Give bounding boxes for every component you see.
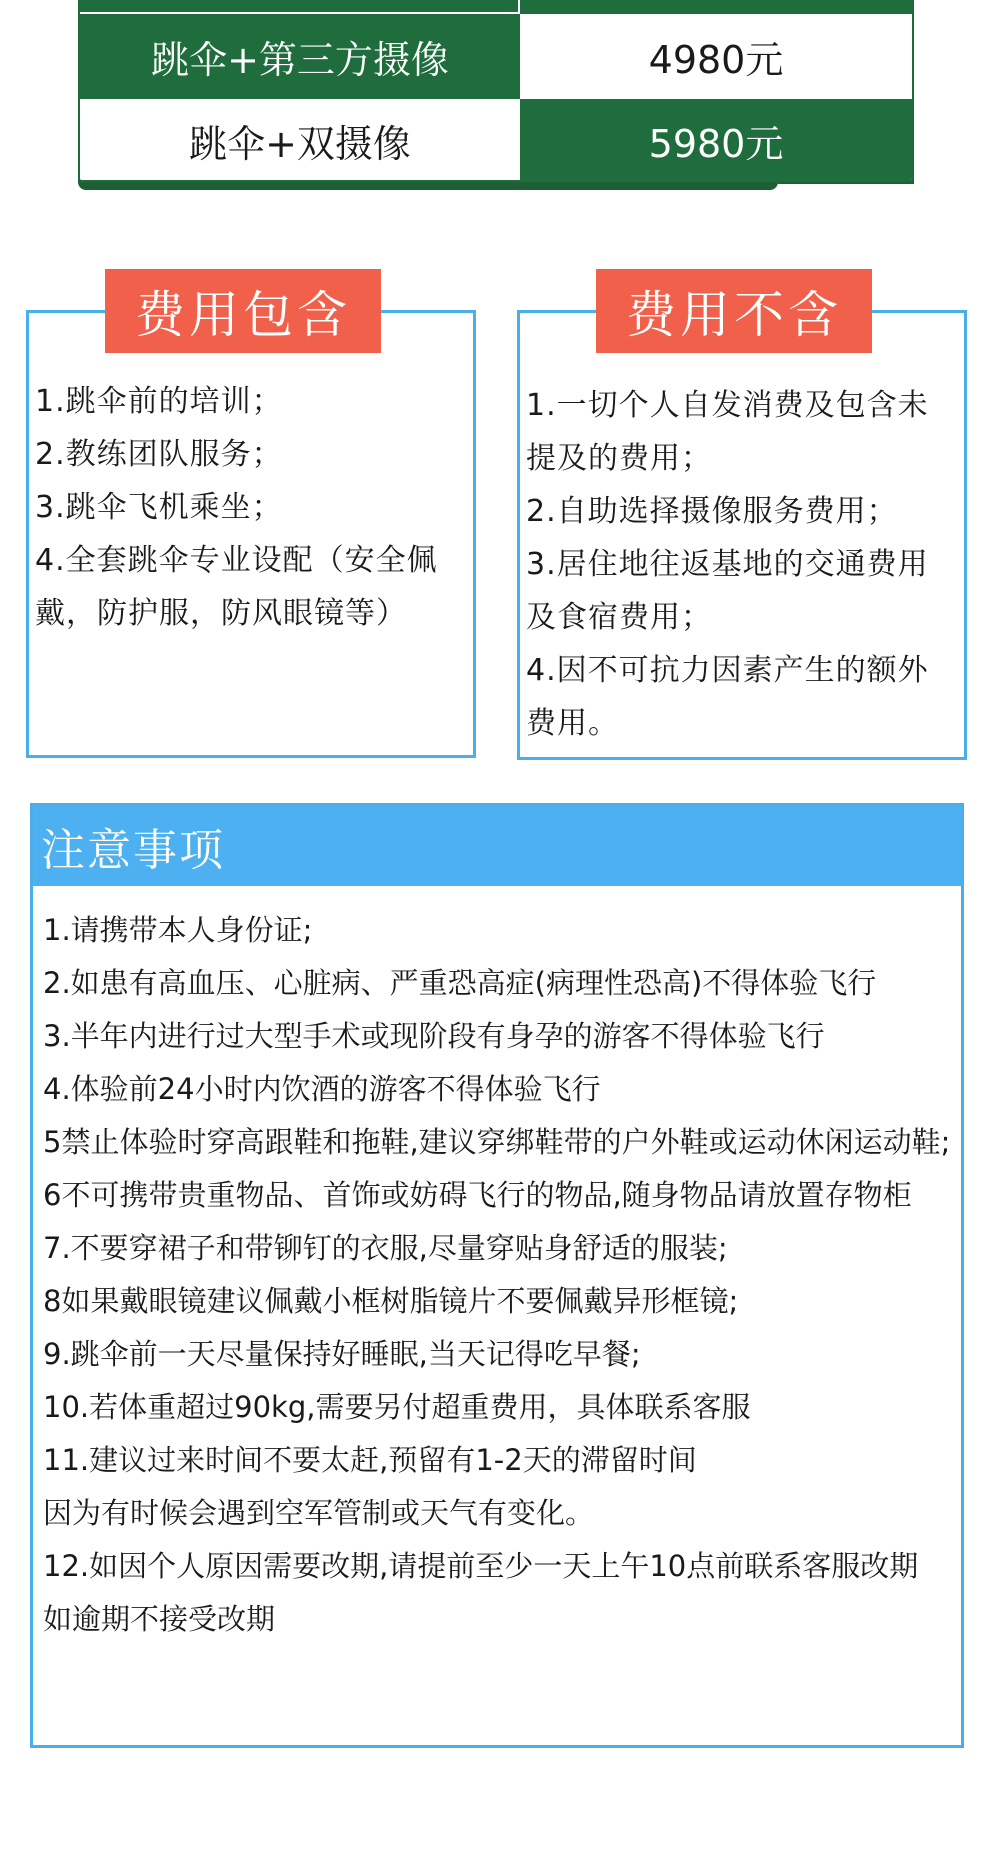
notice-list — [43, 904, 953, 1646]
package-name: 跳伞+双摄像 — [80, 99, 520, 182]
table-row-partial — [80, 0, 912, 12]
list-item: 10.若体重超过90kg,需要另付超重费用，具体联系客服 — [43, 1390, 751, 1424]
fees-excluded-title: 费用不含 — [596, 269, 872, 353]
list-item: 6不可携带贵重物品、首饰或妨碍飞行的物品,随身物品请放置存物柜 — [43, 1178, 912, 1212]
package-price: 5980元 — [520, 99, 912, 182]
price-table — [78, 0, 914, 190]
fees-included-box — [26, 286, 476, 758]
price-rows — [78, 0, 914, 182]
list-item: 4.全套跳伞专业设配（安全佩戴，防护服，防风眼镜等） — [35, 543, 438, 631]
notice-box — [30, 803, 964, 1748]
list-item: 5禁止体验时穿高跟鞋和拖鞋,建议穿绑鞋带的户外鞋或运动休闲运动鞋; — [43, 1125, 951, 1159]
fees-excluded-box — [517, 286, 967, 760]
list-item: 3.居住地往返基地的交通费用及食宿费用； — [526, 547, 929, 635]
table-row — [80, 12, 912, 99]
notice-title: 注意事项 — [33, 806, 961, 886]
list-item: 8如果戴眼镜建议佩戴小框树脂镜片不要佩戴异形框镜; — [43, 1284, 739, 1318]
fees-included-title: 费用包含 — [105, 269, 381, 353]
package-name: 跳伞+第三方摄像 — [80, 12, 520, 99]
list-item: 4.体验前24小时内饮酒的游客不得体验飞行 — [43, 1072, 601, 1106]
list-item: 1.跳伞前的培训； — [35, 384, 283, 419]
list-item: 2.如患有高血压、心脏病、严重恐高症(病理性恐高)不得体验飞行 — [43, 966, 877, 1000]
list-item: 11.建议过来时间不要太赶,预留有1-2天的滞留时间 — [43, 1443, 697, 1477]
list-item: 12.如因个人原因需要改期,请提前至少一天上午10点前联系客服改期 — [43, 1549, 919, 1583]
list-item: 9.跳伞前一天尽量保持好睡眠,当天记得吃早餐; — [43, 1337, 641, 1371]
list-item: 3.跳伞飞机乘坐； — [35, 490, 283, 525]
package-price: 4980元 — [520, 12, 912, 99]
fees-excluded-list — [526, 379, 958, 750]
list-item: 1.一切个人自发消费及包含未提及的费用； — [526, 388, 929, 476]
list-item: 3.半年内进行过大型手术或现阶段有身孕的游客不得体验飞行 — [43, 1019, 825, 1053]
list-item: 2.教练团队服务； — [35, 437, 283, 472]
list-item: 7.不要穿裙子和带铆钉的衣服,尽量穿贴身舒适的服装; — [43, 1231, 728, 1265]
list-item: 1.请携带本人身份证; — [43, 913, 313, 947]
list-item: 2.自助选择摄像服务费用； — [526, 494, 898, 529]
list-item: 因为有时候会遇到空军管制或天气有变化。 — [43, 1496, 595, 1530]
list-item: 如逾期不接受改期 — [43, 1602, 276, 1636]
list-item: 4.因不可抗力因素产生的额外费用。 — [526, 653, 929, 741]
fees-included-list — [35, 375, 467, 640]
table-row — [80, 99, 912, 182]
